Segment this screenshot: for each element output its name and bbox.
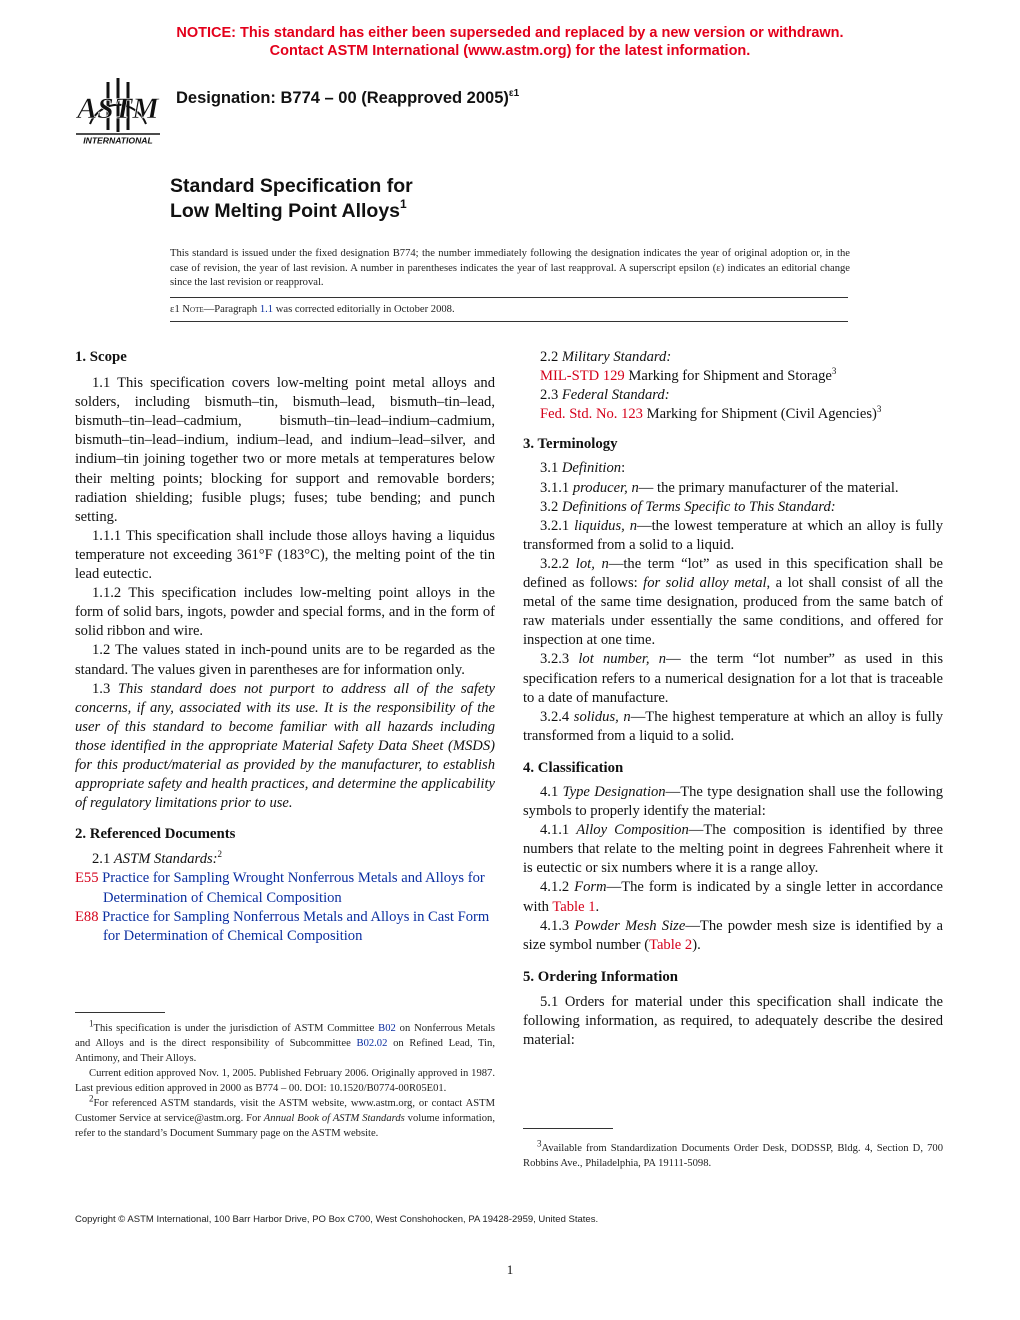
reference-e88-title[interactable]: Practice for Sampling Nonferrous Metals and Alloys in Cast Form for Determination of Chemical Composition xyxy=(102,908,490,944)
paragraph-1-1-1: 1.1.1 This specification shall include those alloys having a liquidus temperature not exceeding 361°F (183°C), the melting point of the tin lead eutectic. xyxy=(75,527,495,583)
epsilon-note: ε1 Note—Paragraph 1.1 was corrected editorially in October 2008. xyxy=(170,304,455,315)
withdrawal-notice xyxy=(0,24,1020,60)
paragraph-3-2-3: 3.2.3 lot number, n— the term “lot number” as used in this specification refers to a numerical designation for a lot that is traceable to a date of manufacture. xyxy=(523,651,943,706)
logo-letters: ASTM xyxy=(77,92,159,125)
page-title xyxy=(170,174,413,224)
reference-mil-std-129[interactable]: MIL-STD 129 Marking for Shipment and Storage$^3$ xyxy=(540,366,837,385)
paragraph-3-2-1: 3.2.1 liquidus, n—the lowest temperature at which an alloy is fully transformed from a solid to a liquid. xyxy=(523,517,943,553)
right-column xyxy=(523,348,943,1050)
footnote-2: $^2$For referenced ASTM standards, visit the ASTM website, www.astm.org, or contact ASTM Customer Service at service@astm.org. For Annual Book of ASTM Standards volume information, refer to the standard’s Document Summary page on the ASTM website. xyxy=(75,1093,495,1139)
paragraph-1-3: 1.3 This standard does not purport to address all of the safety concerns, if any, associated with its use. It is the responsibility of the user of this standard to become familiar with all hazards including those identified in the appropriate Material Safety Data Sheet (MSDS) for this product/material as provided by the manufacturer, to establish appropriate safety and health practices, and determine the applicability of regulatory limitations prior to use. xyxy=(75,680,495,812)
committee-b02-link[interactable]: B02 xyxy=(378,1023,396,1034)
left-column xyxy=(75,348,495,946)
fed-std-123-link[interactable]: Fed. Std. No. 123 xyxy=(540,406,643,423)
paragraph-1-1: 1.1 This specification covers low-melting point metal alloys and solders, including bismuth–tin, bismuth–lead, bismuth–tin–lead, bismuth–tin–lead–cadmium, bismuth–tin–lead–indium–cadmium, bismuth–tin–lead–indium, indium–lead, and indium–lead–silver, and indium–tin joining together two or more metals at temperatures below their melting points; blocking for support and removable borders; radiation shielding; fusible plugs; fuses; tube bending; and punch setting. xyxy=(75,375,495,525)
paragraph-3-2: 3.2 Definitions of Terms Specific to This Standard: xyxy=(540,498,836,515)
table-2-link[interactable]: Table 2 xyxy=(649,936,693,953)
title-line-2: Low Melting Point Alloys$^1$ xyxy=(170,197,407,222)
paragraph-3-1: 3.1 Definition: xyxy=(540,460,626,477)
section-heading-referenced-documents: 2. Referenced Documents xyxy=(75,826,236,843)
paragraph-1-2: 1.2 The values stated in inch-pound units are to be regarded as the standard. The values given in parentheses are for information only. xyxy=(75,642,495,678)
designation-superscript: ε1 xyxy=(508,88,520,99)
paragraph-2-1: 2.1 ASTM Standards:$^2$ xyxy=(92,849,223,868)
section-heading-terminology: 3. Terminology xyxy=(523,436,618,453)
paragraph-2-3: 2.3 Federal Standard: xyxy=(540,387,670,404)
section-heading-scope: 1. Scope xyxy=(75,349,127,365)
reference-e88-code[interactable]: E88 xyxy=(75,908,99,925)
reference-e55[interactable] xyxy=(75,869,495,907)
title-line-1: Standard Specification for xyxy=(170,175,413,197)
title-footnote-mark: 1 xyxy=(400,197,407,211)
copyright-line: Copyright © ASTM International, 100 Barr Harbor Drive, PO Box C700, West Conshohocken, PA 19428-2959, United States. xyxy=(75,1214,599,1225)
notice-line-2: Contact ASTM International (www.astm.org) for the latest information. xyxy=(269,43,751,59)
reference-fed-std-123[interactable]: Fed. Std. No. 123 Marking for Shipment (Civil Agencies)$^3$ xyxy=(540,404,882,423)
header-divider-top xyxy=(170,297,848,298)
paragraph-2-2: 2.2 Military Standard: xyxy=(540,349,672,365)
reference-e55-code[interactable]: E55 xyxy=(75,870,99,887)
footnotes-right xyxy=(523,1138,943,1171)
logo-caption: INTERNATIONAL xyxy=(83,135,153,146)
paragraph-5-1: 5.1 Orders for material under this specification shall indicate the following information, as required, to adequately describe the desired material: xyxy=(523,993,943,1049)
paragraph-4-1-3: 4.1.3 Powder Mesh Size—The powder mesh size is identified by a size symbol number (Table 2). xyxy=(523,917,943,953)
footnotes-left xyxy=(75,1018,495,1141)
mil-std-129-link[interactable]: MIL-STD 129 xyxy=(540,368,625,385)
reference-e88[interactable] xyxy=(75,908,495,946)
notice-line-1: NOTICE: This standard has either been superseded and replaced by a new version or withdrawn. xyxy=(176,25,844,41)
paragraph-4-1-2: 4.1.2 Form—The form is indicated by a single letter in accordance with Table 1. xyxy=(523,879,943,915)
paragraph-3-2-4: 3.2.4 solidus, n—The highest temperature at which an alloy is fully transformed from a liquid to a solid. xyxy=(523,708,943,744)
astm-logo-icon xyxy=(72,74,164,148)
table-1-link[interactable]: Table 1 xyxy=(552,898,596,915)
page-number: 1 xyxy=(506,1262,514,1277)
reference-e55-title[interactable]: Practice for Sampling Wrought Nonferrous Metals and Alloys for Determination of Chemical Composition xyxy=(102,870,485,906)
paragraph-1-1-2: 1.1.2 This specification includes low-melting point alloys in the form of solid bars, ingots, powder and special forms, and in the form of solid ribbon and wire. xyxy=(75,585,495,640)
section-heading-classification: 4. Classification xyxy=(523,759,624,776)
header-divider-bottom xyxy=(170,321,848,322)
designation: Designation: B774 – 00 (Reapproved 2005)$^{\varepsilon 1}$ xyxy=(176,88,520,107)
footnote-divider-right xyxy=(523,1128,613,1129)
footnote-divider-left xyxy=(75,1012,165,1013)
section-heading-ordering-information: 5. Ordering Information xyxy=(523,968,678,985)
paragraph-3-2-2: 3.2.2 lot, n—the term “lot” as used in this specification shall be defined as follows: for solid alloy metal, a lot shall consist of all the metal of the same time designation, produced from the same batch of raw materials under essentially the same conditions, and offered for inspection at one time. xyxy=(523,555,943,649)
footnote-1: $^1$This specification is under the jurisdiction of ASTM Committee B02 on Nonferrous Metals and Alloys and is the direct responsibility of Subcommittee B02.02 on Refined Lead, Tin, Antimony, and Their Alloys. xyxy=(75,1018,495,1064)
paragraph-4-1-1: 4.1.1 Alloy Composition—The composition is identified by three numbers that relate to the melting point in degrees Fahrenheit where it is eutectic or six numbers where it is a range alloy. xyxy=(523,822,943,877)
paragraph-3-1-1: 3.1.1 producer, n— the primary manufacturer of the material. xyxy=(540,479,899,496)
paragraph-1-1-link[interactable]: 1.1 xyxy=(259,304,274,315)
subcommittee-b02-02-link[interactable]: B02.02 xyxy=(356,1038,388,1049)
paragraph-4-1: 4.1 Type Designation—The type designation shall use the following symbols to properly identify the material: xyxy=(523,783,944,820)
footnote-3: $^3$Available from Standardization Documents Order Desk, DODSSP, Bldg. 4, Section D, 700 Robbins Ave., Philadelphia, PA 19111-5098. xyxy=(523,1138,943,1169)
issuance-statement: This standard is issued under the fixed designation B774; the number immediately following the designation indicates the year of original adoption or, in the case of revision, the year of last revision. A number in parentheses indicates the year of last reapproval. A superscript epsilon (ε) indicates an editorial change since the last revision or reapproval. xyxy=(170,248,850,289)
footnote-1-edition: Current edition approved Nov. 1, 2005. Published February 2006. Originally approved in 1987. Last previous edition approved in 2000 as B774 – 00. DOI: 10.1520/B0774-00R05E01. xyxy=(75,1068,495,1094)
